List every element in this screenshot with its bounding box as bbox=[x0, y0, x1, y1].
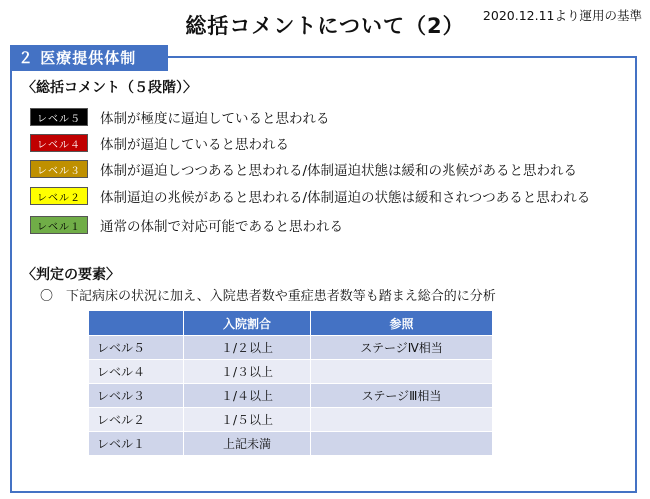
row-level: レベル２ bbox=[89, 408, 184, 432]
table-row bbox=[89, 384, 493, 408]
level-badge-1: レベル１ bbox=[30, 216, 88, 234]
level-row-1 bbox=[30, 215, 343, 235]
row-ratio: １/３以上 bbox=[184, 360, 311, 384]
level-badge-3: レベル３ bbox=[30, 160, 88, 178]
level-description-3: 体制が逼迫しつつあると思われる/体制逼迫状態は緩和の兆候があると思われる bbox=[100, 163, 578, 179]
row-ratio: １/２以上 bbox=[184, 336, 311, 360]
level-description-4: 体制が逼迫していると思われる bbox=[100, 137, 289, 153]
date-note: 2020.12.11より運用の基準 bbox=[482, 8, 642, 23]
level-description-1: 通常の体制で対応可能であると思われる bbox=[100, 219, 343, 235]
table-row bbox=[89, 408, 493, 432]
level-row-4 bbox=[30, 133, 289, 153]
row-reference: ステージⅢ相当 bbox=[311, 384, 493, 408]
row-level: レベル１ bbox=[89, 432, 184, 456]
row-ratio: １/５以上 bbox=[184, 408, 311, 432]
row-reference: ステージⅣ相当 bbox=[311, 336, 493, 360]
column-header-reference: 参照 bbox=[311, 311, 493, 336]
row-level: レベル４ bbox=[89, 360, 184, 384]
row-reference bbox=[311, 432, 493, 456]
table-header-row bbox=[89, 311, 493, 336]
table-row bbox=[89, 432, 493, 456]
section-label: ２ 医療提供体制 bbox=[10, 45, 168, 71]
row-reference bbox=[311, 360, 493, 384]
level-description-5: 体制が極度に逼迫していると思われる bbox=[100, 111, 330, 127]
page-title: 総括コメントについて（2） bbox=[185, 14, 465, 38]
level-row-2 bbox=[30, 186, 590, 206]
criteria-table bbox=[88, 310, 493, 456]
row-level: レベル３ bbox=[89, 384, 184, 408]
row-ratio: 上記未満 bbox=[184, 432, 311, 456]
level-badge-2: レベル２ bbox=[30, 187, 88, 205]
level-badge-4: レベル４ bbox=[30, 134, 88, 152]
table-row bbox=[89, 336, 493, 360]
level-row-5 bbox=[30, 107, 330, 127]
level-row-3 bbox=[30, 159, 577, 179]
criteria-heading: 〈判定の要素〉 bbox=[22, 267, 120, 283]
summary-heading: 〈総括コメント（５段階）〉 bbox=[22, 80, 197, 96]
row-reference bbox=[311, 408, 493, 432]
table-row bbox=[89, 360, 493, 384]
level-description-2: 体制逼迫の兆候があると思われる/体制逼迫の状態は緩和されつつあると思われる bbox=[100, 190, 591, 206]
column-header-ratio: 入院割合 bbox=[184, 311, 311, 336]
row-ratio: １/４以上 bbox=[184, 384, 311, 408]
row-level: レベル５ bbox=[89, 336, 184, 360]
level-badge-5: レベル５ bbox=[30, 108, 88, 126]
column-header-level bbox=[89, 311, 184, 336]
criteria-note: 〇 下記病床の状況に加え、入院患者数や重症患者数等も踏まえ総合的に分析 bbox=[40, 289, 496, 304]
